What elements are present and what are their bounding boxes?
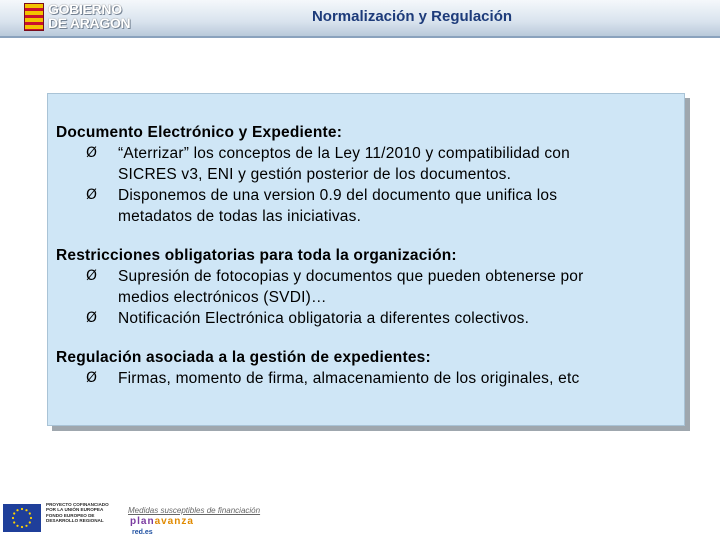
bullet-line: medios electrónicos (SVDI)… <box>118 289 327 306</box>
bullet-line: Firmas, momento de firma, almacenamiento de los originales, etc <box>118 370 580 387</box>
arrow-bullet-icon: Ø <box>86 145 98 161</box>
bullet-item <box>56 143 676 185</box>
bullet-item <box>56 266 676 308</box>
bullet-line: Supresión de fotocopias y documentos que pueden obtenerse por <box>118 268 584 285</box>
logo-text <box>48 2 148 30</box>
logo-line: DE ARAGON <box>48 15 131 31</box>
content-body <box>56 122 676 407</box>
bullet-line: Notificación Electrónica obligatoria a diferentes colectivos. <box>118 310 530 327</box>
eu-cofinancing-logo <box>0 498 110 540</box>
section-restricciones <box>56 245 676 329</box>
bullet-item <box>56 368 676 389</box>
arrow-bullet-icon: Ø <box>86 187 98 203</box>
aragon-flag-icon <box>24 3 44 31</box>
bullet-item <box>56 185 676 227</box>
section-documento-electronico <box>56 122 676 227</box>
section-title: Regulación asociada a la gestión de expedientes: <box>56 349 431 366</box>
eu-text-line: PROYECTO COFINANCIADO <box>46 502 109 507</box>
section-title: Restricciones obligatorias para toda la organización: <box>56 247 457 264</box>
bullet-line: metadatos de todas las iniciativas. <box>118 208 362 225</box>
plan-avanza-prefix: plan <box>130 516 155 527</box>
arrow-bullet-icon: Ø <box>86 310 98 326</box>
bullet-line: Disponemos de una version 0.9 del documento que unifica los <box>118 187 558 204</box>
section-regulacion <box>56 347 676 389</box>
section-title: Documento Electrónico y Expediente: <box>56 124 343 141</box>
eu-flag-icon <box>3 504 41 532</box>
plan-avanza-name: avanza <box>154 516 194 527</box>
header-band <box>0 0 720 38</box>
funding-note: Medidas susceptibles de financiación <box>128 506 261 515</box>
arrow-bullet-icon: Ø <box>86 370 98 386</box>
red-es-logo: red.es <box>132 529 153 536</box>
eu-text-line: POR LA UNIÓN EUROPEA <box>46 507 104 513</box>
logo-line: GOBIERNO <box>48 1 122 17</box>
page-title: Normalización y Regulación <box>311 8 513 25</box>
bullet-line: SICRES v3, ENI y gestión posterior de los documentos. <box>118 166 512 183</box>
bullet-item <box>56 308 676 329</box>
gobierno-de-aragon-logo <box>24 2 136 34</box>
bullet-line: “Aterrizar” los conceptos de la Ley 11/2010 y compatibilidad con <box>118 145 570 162</box>
eu-text-line: DESARROLLO REGIONAL <box>46 518 104 524</box>
plan-avanza-logo <box>130 516 240 528</box>
eu-cofinancing-text <box>46 502 112 524</box>
eu-text-line: FONDO EUROPEO DE <box>46 512 95 518</box>
arrow-bullet-icon: Ø <box>86 268 98 284</box>
